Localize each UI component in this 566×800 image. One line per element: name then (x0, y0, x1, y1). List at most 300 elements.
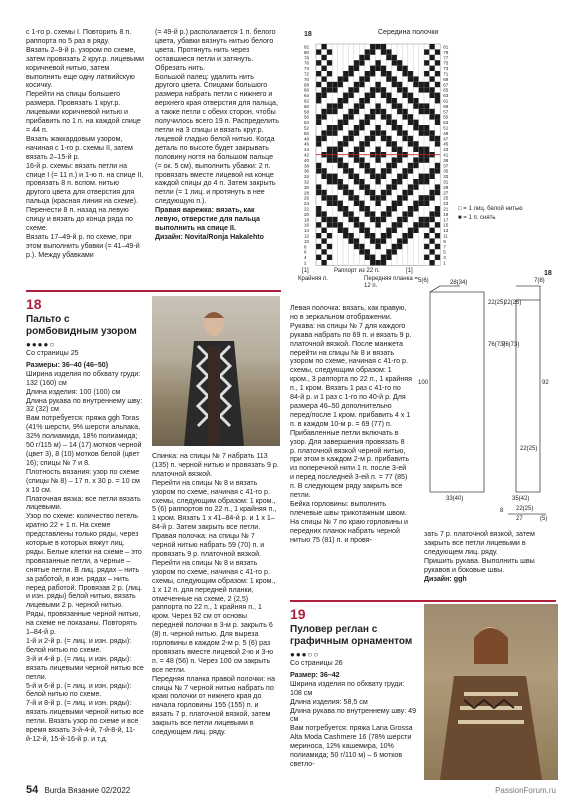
chart-cell (381, 114, 386, 119)
chart-cell (338, 141, 343, 146)
chart-cell (386, 98, 391, 103)
chart-cell (381, 255, 386, 260)
chart-cell (327, 244, 332, 249)
chart-cell (375, 103, 380, 108)
chart-cell (354, 244, 359, 249)
chart-cell (435, 233, 440, 238)
chart-cell (386, 76, 391, 81)
chart-cell (332, 217, 337, 222)
chart-cell (435, 49, 440, 54)
row-number: 5 (443, 249, 446, 255)
row-number: 17 (443, 217, 449, 223)
chart-cell (435, 206, 440, 211)
row-number: 41 (443, 152, 449, 158)
chart-cell (408, 184, 413, 189)
chart-cell (354, 130, 359, 135)
item-title: Пуловер реглан с графичным орнаментом (290, 624, 413, 647)
chart-cell (343, 190, 348, 195)
chart-cell (332, 103, 337, 108)
paragraph: Вязать 17–49-й р. по схеме, при этом выполнить убавки (= 41–49-й р.). Между убавками (26, 232, 140, 259)
paragraph: Узор по схеме: количество петель кратно 22 + 1 п. На схеме представлены только ряды, через которые в которых вяжут лиц. ряды. Белые клетки на схеме – это провязанные петли, а черные – снятые петли. В лиц. рядах – нить за работой, в изн. рядах – нить перед работой. Провязав 2 р. (лиц. и изн. ряды) белой нитью, вязать лицевыми 2 р. черной нитью. Ряды, провязанные черной нитью, на схеме не показаны. Повторять 1–84-й р. (26, 512, 143, 637)
chart-cell (435, 136, 440, 141)
chart-cell (370, 136, 375, 141)
chart-cell (348, 136, 353, 141)
model-illustration (424, 604, 558, 780)
chart-cell (435, 93, 440, 98)
chart-cell (321, 217, 326, 222)
chart-cell (332, 157, 337, 162)
chart-cell (402, 130, 407, 135)
chart-cell (392, 157, 397, 162)
item-title: Пальто с ромбовидным узором (26, 314, 137, 337)
chart-cell (429, 195, 434, 200)
chart-cell (435, 98, 440, 103)
chart-cell (321, 87, 326, 92)
chart-cell (327, 222, 332, 227)
chart-cell (327, 233, 332, 238)
dim-label: 76(73) (502, 342, 520, 348)
footer (26, 784, 556, 796)
paragraph: Пришить рукава. Выполнить швы рукавов и боковые швы. (424, 556, 535, 574)
row-number: 20 (304, 211, 310, 217)
chart-cell (321, 249, 326, 254)
row-number: 50 (304, 130, 310, 136)
chart-cell (392, 125, 397, 130)
paragraph: Большой палец: удалить нить другого цвета. Спицами большого размера набрать петли с нижнего и верхнего края отверстия для пальца, а также петли с обеих сторон, чтобы получилось всего 19 п. Распределить петли на 3 спицы и вязать круг.р. лицевой гладью белой нитью. Когда деталь по высоте будет закрывать половину ногтя на большом пальце (= ок. 5 см), выполнить убавки: 2 п. провязать вместе лицевой на конце каждой спицы до 4 п. Затем закрыть петли (= 1 лиц. и протянуть в нее следующую п.). (155, 72, 279, 206)
chart-cell (365, 168, 370, 173)
chart-cell (392, 98, 397, 103)
difficulty-dots: ●●●○○ (290, 650, 320, 659)
chart-cell (370, 71, 375, 76)
row-number: 24 (304, 201, 310, 207)
item-19-block (290, 606, 418, 786)
chart-cell (316, 168, 321, 173)
chart-cell (408, 114, 413, 119)
chart-cell (375, 147, 380, 152)
paragraph: 5-й и 6-й р. (= лиц. и изн. ряды): белой нитью по схеме. (26, 681, 132, 699)
chart-cell (386, 249, 391, 254)
row-number: 30 (304, 184, 310, 190)
chart-cell (381, 217, 386, 222)
chart-cell (327, 87, 332, 92)
row-number: 65 (443, 87, 449, 93)
chart-cell (413, 157, 418, 162)
chart-cell (397, 201, 402, 206)
chart-cell (332, 179, 337, 184)
chart-cell (435, 190, 440, 195)
bottom-left-marker: [1] (302, 268, 309, 274)
row-number: 37 (443, 163, 449, 169)
chart-cell (397, 109, 402, 114)
chart-cell (413, 222, 418, 227)
chart-cell (338, 222, 343, 227)
raport-label: Раппорт из 22 п. (334, 268, 380, 274)
paragraph: Вам потребуется: пряжа Lana Grossa Alta Moda Cashmere 16 (78% шерсти мериноса, 12% кашемира, 10% полиамида; 50 г/110 м) – 6 мотков светло- (290, 724, 413, 768)
chart-cell (386, 55, 391, 60)
chart-cell (397, 130, 402, 135)
chart-cell (354, 125, 359, 130)
chart-cell (370, 93, 375, 98)
row-number: 28 (304, 190, 310, 196)
page-reference: Со страницы 25 (26, 349, 79, 357)
row-number: 71 (443, 71, 449, 77)
chart-cell (419, 179, 424, 184)
chart-cell (424, 49, 429, 54)
chart-cell (429, 114, 434, 119)
chart-cell (327, 255, 332, 260)
chart-cell (386, 71, 391, 76)
chart-cell (435, 82, 440, 87)
chart-cell (338, 82, 343, 87)
row-number: 64 (304, 93, 310, 99)
row-number: 63 (443, 93, 449, 99)
chart-cell (397, 244, 402, 249)
chart-cell (381, 66, 386, 71)
page-reference: Со страницы 26 (290, 659, 343, 667)
chart-cell (321, 168, 326, 173)
pattern-outline (416, 270, 558, 526)
row-number: 31 (443, 179, 449, 185)
item-number: 19 (290, 606, 306, 622)
chart-number: 18 (304, 31, 312, 38)
chart-cell (386, 190, 391, 195)
row-number: 2 (304, 260, 307, 266)
chart-cell (386, 184, 391, 189)
chart-cell (419, 157, 424, 162)
chart-cell (316, 233, 321, 238)
row-number: 18 (304, 217, 310, 223)
chart-cell (381, 233, 386, 238)
chart-cell (375, 66, 380, 71)
row-number: 53 (443, 120, 449, 126)
row-number: 4 (304, 255, 307, 261)
magazine-name: Burda Вязание 02/2022 (44, 786, 131, 795)
chart-cell (327, 217, 332, 222)
dim-label: 76(73) (488, 342, 506, 348)
chart-cell (381, 260, 386, 265)
paragraph: Длина изделия: 58,5 см (290, 697, 368, 706)
chart-cell (354, 174, 359, 179)
chart-cell (408, 228, 413, 233)
chart-cell (332, 125, 337, 130)
row-number: 49 (443, 130, 449, 136)
dim-label: 27 (516, 516, 523, 522)
chart-cell (435, 222, 440, 227)
chart-cell (397, 222, 402, 227)
chart-cell (359, 163, 364, 168)
chart-cell (392, 249, 397, 254)
chart-cell (321, 66, 326, 71)
chart-cell (343, 233, 348, 238)
item-number: 18 (26, 296, 42, 312)
paragraph: Правая полочка: на спицы № 7 черной нитью набрать 59 (70) п. и провязать 9 р. платочной вязкой. Перейти на спицы № 8 и вязать узором по схеме, начиная с 41-го р. схемы, следующим образом: 1 кром., 1 х 12 п. для передней планки, отмеченные на схеме, 2 (2,5) раппорта по 22 п., 1 крайняя п., 1 кром. Через 92 см от основы передней полочки в 3-м р. закрыть 6 (8) п. черной нитью. Для выреза горловины в каждом 2-м р. 5 (6) раз провязать вместе лицевой 2-ю и 3-ю п. = 48 (56) п. Через 100 см закрыть все петли. (152, 532, 276, 674)
chart-cell (408, 71, 413, 76)
chart-cell (408, 206, 413, 211)
chart-cell (375, 157, 380, 162)
chart-cell (338, 163, 343, 168)
chart-cell (338, 120, 343, 125)
chart-cell (348, 211, 353, 216)
chart-cell (392, 228, 397, 233)
chart-cell (424, 130, 429, 135)
chart-cell (343, 136, 348, 141)
chart-cell (316, 244, 321, 249)
dim-label: 28(34) (450, 280, 468, 286)
chart-cell (435, 244, 440, 249)
model-illustration (152, 296, 280, 446)
chart-cell (338, 147, 343, 152)
row-number: 8 (304, 244, 307, 250)
chart-cell (381, 130, 386, 135)
row-number: 15 (443, 222, 449, 228)
chart-cell (402, 174, 407, 179)
chart-cell (316, 184, 321, 189)
chart-cell (370, 44, 375, 49)
dim-label: 35(42) (512, 496, 530, 502)
chart-cell (381, 211, 386, 216)
chart-cell (375, 222, 380, 227)
chart-cell (397, 174, 402, 179)
chart-cell (402, 71, 407, 76)
row-number: 78 (304, 55, 310, 61)
row-number: 69 (443, 76, 449, 82)
chart-cell (316, 222, 321, 227)
chart-cell (429, 93, 434, 98)
pattern-number: 18 (544, 270, 552, 277)
chart-cell (321, 174, 326, 179)
chart-cell (343, 163, 348, 168)
chart-cell (375, 44, 380, 49)
paragraph: Размер: 36–42 (290, 670, 340, 679)
chart-cell (386, 49, 391, 54)
chart-cell (402, 93, 407, 98)
chart-cell (321, 211, 326, 216)
chart-cell (359, 228, 364, 233)
paragraph: 16-й р. схемы: вязать петли на спице I (= 11 п.) и 1-ю п. на спице II, провязать 8 п. вспом. нитью другого цвета для отверстия для пальца (красная линия на схеме). (26, 161, 144, 206)
chart-cell (424, 255, 429, 260)
chart-cell (365, 120, 370, 125)
chart-cell (429, 130, 434, 135)
chart-cell (332, 87, 337, 92)
chart-cell (359, 60, 364, 65)
chart-cell (397, 125, 402, 130)
chart-cell (429, 87, 434, 92)
paragraph: Рукава: на спицы № 7 для каждого рукава набрать по 69 п. и вязать 9 р. платочной вязкой. После манжета перейти на спицы № 8 и вязать узором по схеме, начиная с 41-го р. схемы, следующим образом: 1 кром., 3 раппорта по 22 п., 1 крайняя п., 1 кром. Вязать 1 раз с 41-го по 84-й р. и 1 раз с 1-го по 40-й р. Для размера 46–50 дополнительно перед/после 1 кром. прибавить 4 х 1 п. в каждом 10-м р. = 69 (77) п. Прибавленные петли включать в узор. Для завершения провязать 8 р. платочной вязкой черной нитью, при этом в каждом 2-м р. прибавить из поперечной нити 1 п. после 3-ей и перед последней 3-ей п. = 77 (85) п. В следующем ряду закрыть все петли. (290, 321, 412, 500)
chart-cell (435, 71, 440, 76)
chart-cell (348, 190, 353, 195)
chart-cell (402, 190, 407, 195)
chart-cell (435, 141, 440, 146)
chart-cell (392, 163, 397, 168)
section-divider (290, 600, 556, 602)
chart-cell (375, 130, 380, 135)
chart-cell (343, 114, 348, 119)
chart-cell (354, 222, 359, 227)
chart-cell (354, 109, 359, 114)
dim-label: 5(6) (418, 278, 429, 284)
chart-cell (354, 238, 359, 243)
text-column-2-top (155, 28, 279, 278)
chart-cell (429, 174, 434, 179)
chart-cell (332, 147, 337, 152)
chart-cell (365, 190, 370, 195)
chart-cell (321, 76, 326, 81)
chart-cell (316, 71, 321, 76)
chart-cell (392, 141, 397, 146)
site-watermark: PassionForum.ru (495, 786, 556, 795)
chart-cell (397, 87, 402, 92)
chart-cell (413, 201, 418, 206)
chart-cell (386, 255, 391, 260)
chart-cell (435, 184, 440, 189)
chart-cell (365, 141, 370, 146)
chart-cell (327, 201, 332, 206)
chart-cell (413, 228, 418, 233)
chart-cell (359, 82, 364, 87)
chart-cell (429, 249, 434, 254)
chart-cell (321, 136, 326, 141)
paragraph: Ширина изделия по обхвату груди: 108 см (290, 679, 405, 697)
chart-cell (370, 114, 375, 119)
chart-cell (316, 120, 321, 125)
chart-cell (397, 103, 402, 108)
chart-cell (435, 168, 440, 173)
row-number: 7 (443, 244, 446, 250)
chart-cell (424, 82, 429, 87)
chart-cell (348, 195, 353, 200)
chart-cell (338, 184, 343, 189)
chart-cell (359, 157, 364, 162)
chart-cell (365, 255, 370, 260)
chart-cell (424, 103, 429, 108)
chart-cell (402, 109, 407, 114)
chart-cell (419, 195, 424, 200)
text-column-right (290, 304, 412, 602)
row-number: 68 (304, 82, 310, 88)
dim-label: 8 (500, 508, 504, 514)
chart-cell (316, 211, 321, 216)
chart-cell (424, 217, 429, 222)
chart-cell (321, 55, 326, 60)
chart-cell (327, 103, 332, 108)
chart-cell (359, 184, 364, 189)
chart-cell (375, 82, 380, 87)
dim-label: 22(25) (516, 506, 534, 512)
chart-cell (365, 55, 370, 60)
row-number: 13 (443, 228, 449, 234)
paragraph: Размеры: 36–40 (46–50) (26, 360, 109, 369)
chart-cell (435, 114, 440, 119)
chart-cell (397, 238, 402, 243)
chart-cell (381, 136, 386, 141)
row-number: 47 (443, 136, 449, 142)
chart-cell (327, 125, 332, 130)
row-number: 43 (443, 147, 449, 153)
chart-cell (365, 163, 370, 168)
chart-cell (321, 260, 326, 265)
chart-cell (343, 168, 348, 173)
chart-cell (316, 255, 321, 260)
chart-cell (327, 60, 332, 65)
chart-cell (327, 195, 332, 200)
chart-cell (413, 141, 418, 146)
chart-cell (365, 71, 370, 76)
chart-cell (370, 211, 375, 216)
chart-cell (321, 195, 326, 200)
chart-cell (327, 174, 332, 179)
chart-cell (359, 206, 364, 211)
chart-cell (359, 147, 364, 152)
chart-cell (343, 93, 348, 98)
chart-cell (429, 238, 434, 243)
chart-cell (348, 130, 353, 135)
row-number: 74 (304, 66, 310, 72)
chart-cell (348, 87, 353, 92)
text-column-right-2 (424, 530, 556, 596)
chart-cell (413, 179, 418, 184)
row-number: 51 (443, 125, 449, 131)
chart-cell (402, 211, 407, 216)
chart-cell (419, 103, 424, 108)
chart-cell (338, 206, 343, 211)
chart-cell (424, 174, 429, 179)
paragraph: Вязать 2–9-й р. узором по схеме, затем провязать 2 круг.р. лицевыми коричневой нитью, затем выполнить еще одну латвийскую косичку. (26, 45, 144, 90)
chart-cell (327, 147, 332, 152)
chart-cell (365, 211, 370, 216)
chart-center-label: Середина полочки (378, 29, 439, 36)
chart-cell (370, 66, 375, 71)
row-number: 46 (304, 141, 310, 147)
dim-label: 22(25) (504, 300, 522, 306)
chart-cell (392, 206, 397, 211)
chart-cell (354, 201, 359, 206)
row-number: 3 (443, 255, 446, 261)
chart-cell (408, 190, 413, 195)
chart-cell (381, 44, 386, 49)
chart-cell (429, 66, 434, 71)
chart-cell (386, 168, 391, 173)
chart-cell (365, 233, 370, 238)
chart-cell (402, 238, 407, 243)
chart-cell (370, 255, 375, 260)
chart-cell (316, 60, 321, 65)
legend-black: ■ = 1 п. снять (458, 215, 496, 221)
chart-cell (343, 141, 348, 146)
chart-cell (429, 44, 434, 49)
chart-cell (408, 168, 413, 173)
bottom-right-marker: [1] (406, 268, 413, 274)
row-number: 70 (304, 76, 310, 82)
chart-cell (338, 157, 343, 162)
chart-cell (402, 233, 407, 238)
chart-cell (392, 60, 397, 65)
row-number: 34 (304, 174, 310, 180)
row-number: 33 (443, 174, 449, 180)
chart-cell (332, 201, 337, 206)
chart-cell (370, 174, 375, 179)
chart-cell (392, 147, 397, 152)
chart-cell (343, 184, 348, 189)
chart-cell (370, 238, 375, 243)
chart-cell (397, 179, 402, 184)
row-number: 19 (443, 211, 449, 217)
paragraph: Передняя планка правой полочки: на спицы № 7 черной нитью набрать по краю полочки от нижнего края до начала горловины 155 (155) п. и вязать 7 р. платочной вязкой, затем закрыть все петли лицевыми в следующем лиц. ряду. (152, 674, 276, 737)
chart-cell (343, 76, 348, 81)
paragraph: На спицы № 7 по краю горловины и передних планок набрать черной нитью 75 (81) п. и провя- (290, 517, 408, 544)
row-number: 11 (443, 233, 448, 239)
paragraph: Перенести 8 п. назад на левую спицу и вязать до конца ряда по схеме. (26, 206, 133, 232)
plank-label: Передняя планка = 12 п. (364, 276, 418, 289)
